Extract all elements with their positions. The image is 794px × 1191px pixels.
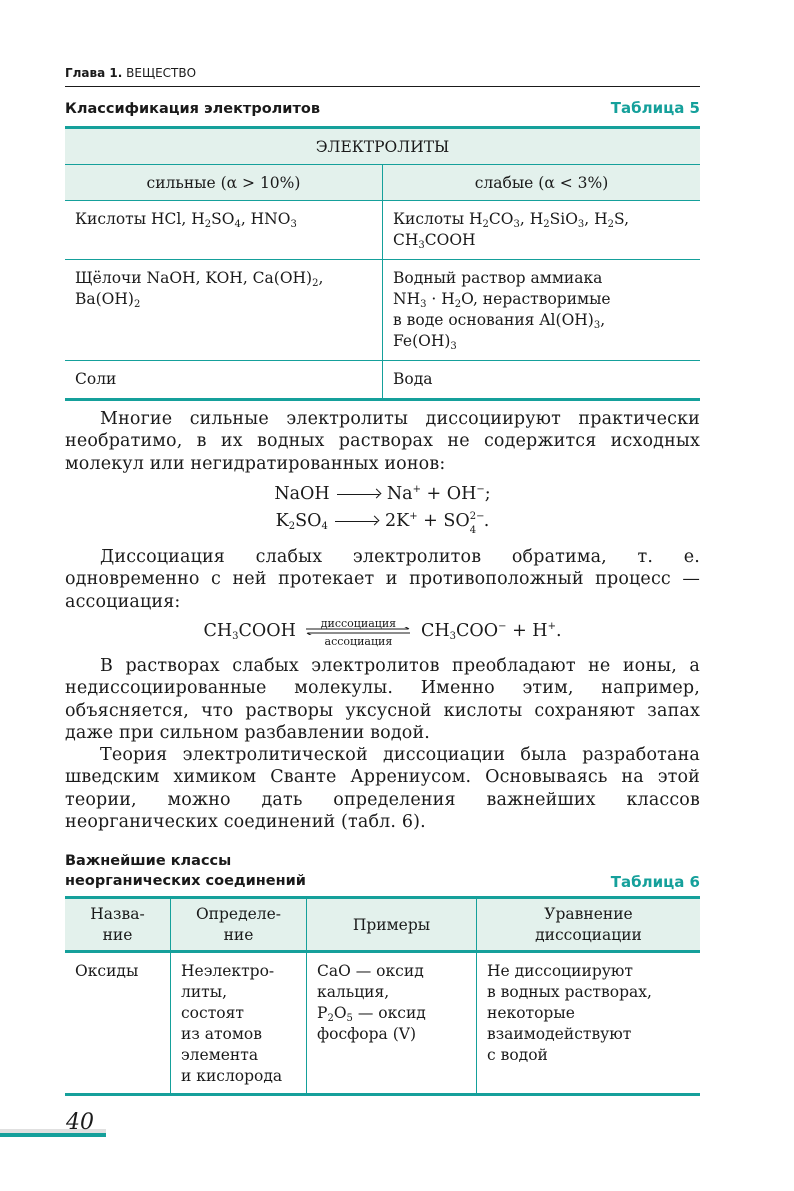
paragraph-text: Теория электролитической диссоциации была разработана шведским химиком Сванте Аррениусом. Основываясь на этой теории, можно дать определения важнейших классов неорганических соединений (табл. 6). [65, 745, 700, 833]
paragraph-weak-electrolytes [65, 546, 700, 613]
table5-title: Классификация электролитов [65, 101, 321, 117]
strong-column-header: сильные (α > 10%) [65, 165, 383, 201]
oxides-examples-cell: CaO — оксид кальция, $P_2O_5$ — оксид фосфора (V) [307, 952, 477, 1095]
equation-left: NaOH [274, 484, 330, 504]
table5-main-header: ЭЛЕКТРОЛИТЫ [65, 128, 700, 165]
chapter-title: ВЕЩЕСТВО [126, 66, 197, 80]
paragraph-strong-electrolytes [65, 408, 700, 475]
strong-acids-cell: Кислоты HCl, $H_2SO_4$, $HNO_3$ [65, 201, 383, 260]
arrow-label-bottom: ассоциация [324, 635, 393, 648]
column-header-name: Назва- ние [65, 898, 171, 952]
equation-k2so4 [65, 510, 700, 536]
oxides-equation-cell: Не диссоциируют в водных растворах, некоторые взаимодействуют с водой [477, 952, 701, 1095]
table-row [65, 260, 700, 361]
paragraph-text: Многие сильные электролиты диссоциируют практически необратимо, в их водных растворах не содержится исходных молекул или негидратированных ионов: [65, 409, 700, 474]
water-cell: Вода [383, 361, 701, 400]
paragraph-text: В растворах слабых электролитов преобладают не ионы, а недиссоциированные молекулы. Именно этим, например, объясняется, что растворы уксусной кислоты сохраняют запах даже при сильном разбавлении водой. [65, 656, 700, 743]
caption-line: Важнейшие классы [65, 853, 232, 869]
table-row [65, 201, 700, 260]
caption-line: неорганических соединений [65, 873, 306, 889]
chapter-header [65, 66, 700, 87]
inorganic-classes-table [65, 896, 700, 1096]
paragraph-text: Диссоциация слабых электролитов обратима, т. е. одновременно с ней протекает и противоположный процесс — ассоциация: [65, 547, 700, 612]
paragraph-weak-solutions [65, 655, 700, 833]
table6-number: Таблица 6 [610, 873, 700, 891]
equation-right: 2K+ + SO 2− 4 . [385, 511, 490, 536]
table6-title [65, 851, 306, 891]
column-header-examples: Примеры [307, 898, 477, 952]
weak-column-header: слабые (α < 3%) [383, 165, 701, 201]
equation-naoh [65, 483, 700, 505]
oxides-name-cell: Оксиды [65, 952, 171, 1095]
electrolytes-table [65, 126, 700, 401]
reversible-arrow-icon [304, 617, 412, 648]
weak-bases-cell: Водный раствор аммиака $NH_3 \cdot H_2O$, нерастворимые в воде основания $Al(OH)_3$, $Fe(OH)_3$ [383, 260, 701, 361]
weak-acids-cell: Кислоты $H_2CO_3$, $H_2SiO_3$, $H_2S$, $CH_3COOH$ [383, 201, 701, 260]
column-header-equation: Уравнение диссоциации [477, 898, 701, 952]
oxides-definition-cell: Неэлектро- литы, состоят из атомов элемента и кислорода [171, 952, 307, 1095]
table5-number: Таблица 5 [610, 99, 700, 117]
arrow-right-icon [335, 490, 381, 500]
strong-bases-cell: Щёлочи NaOH, KOH, $Ca(OH)_2$, $Ba(OH)_2$ [65, 260, 383, 361]
salts-cell: Соли [65, 361, 383, 400]
table5-caption [65, 99, 700, 117]
page-number: 40 [66, 1110, 94, 1135]
equation-acetic-acid [65, 617, 700, 648]
table-row [65, 952, 700, 1095]
table6-caption [65, 851, 700, 891]
arrow-right-icon [333, 517, 379, 527]
chapter-number: Глава 1. [65, 66, 123, 80]
table-row [65, 361, 700, 400]
arrow-label-top: диссоциация [320, 617, 397, 630]
equation-right: Na+ + OH−; [386, 484, 491, 504]
equation-left: $CH_3COOH$ [203, 620, 296, 642]
column-header-definition: Определе- ние [171, 898, 307, 952]
equation-left: $K_2SO_4$ [275, 511, 328, 532]
equation-right: $CH_3COO^- + H^+$. [421, 620, 562, 642]
